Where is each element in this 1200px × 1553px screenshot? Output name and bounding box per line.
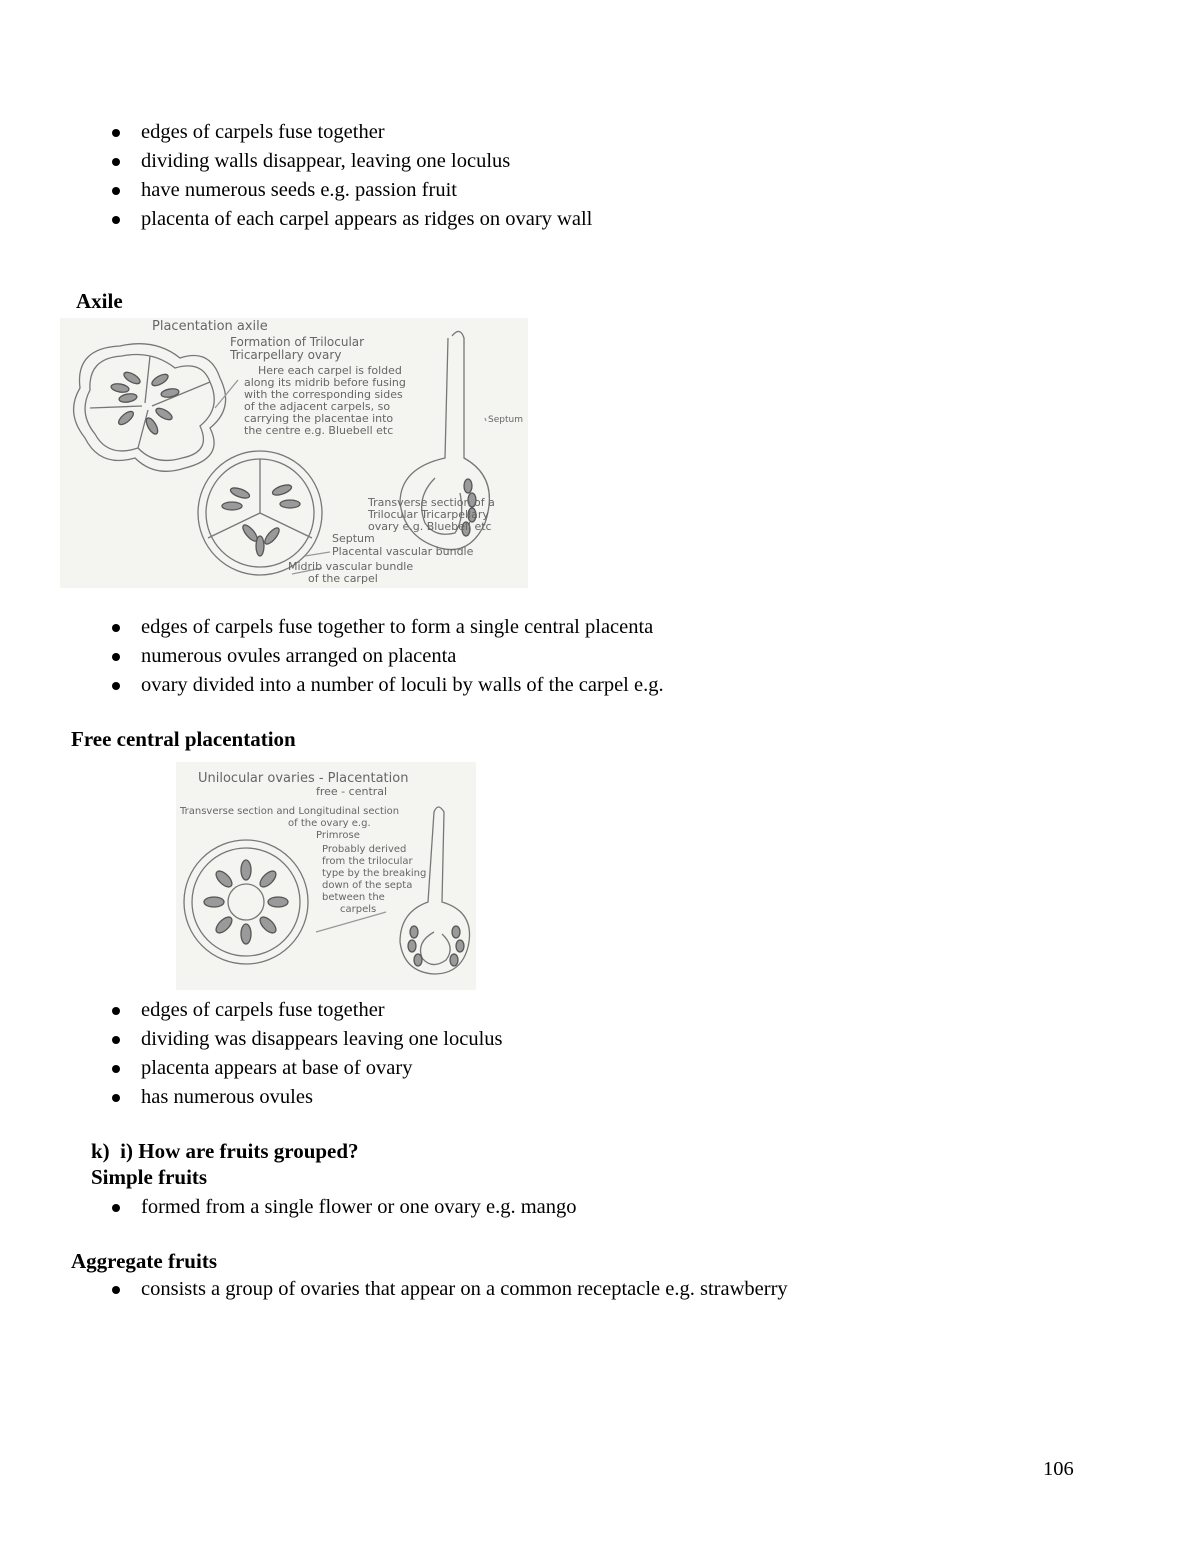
bullet-icon: [112, 624, 120, 632]
list-item: edges of carpels fuse together: [100, 118, 592, 147]
figure-label-septum: Septum: [488, 415, 523, 425]
list-item: has numerous ovules: [100, 1083, 503, 1112]
list-item: numerous ovules arranged on placenta: [100, 642, 664, 671]
bullet-icon: [112, 1204, 120, 1212]
figure-note-line: of the adjacent carpels, so: [244, 400, 391, 413]
figure-label-subtitle-1: Formation of Trilocular: [230, 335, 365, 349]
figure-label-title: Unilocular ovaries - Placentation: [198, 771, 409, 786]
figure-note-line: carpels: [340, 904, 377, 915]
list-item: placenta appears at base of ovary: [100, 1054, 503, 1083]
figure-note-line: Here each carpel is folded: [258, 364, 402, 377]
figure-note-line: the centre e.g. Bluebell etc: [244, 424, 394, 437]
figure-ts-line: Transverse section of a: [368, 496, 495, 509]
bullet-icon: [112, 1094, 120, 1102]
bullet-icon: [112, 1065, 120, 1073]
unilocular-ovary-ts-diagram: [184, 840, 308, 964]
list-item: placenta of each carpel appears as ridges on ovary wall: [100, 205, 592, 234]
free-central-heading: Free central placentation: [71, 727, 296, 751]
figure-note-line: between the: [322, 892, 385, 903]
figure-label-midrib-bundle: of the carpel: [308, 572, 378, 585]
simple-fruits-heading: Simple fruits: [91, 1165, 208, 1189]
list-item: edges of carpels fuse together to form a single central placenta: [100, 613, 664, 642]
figure-ts-line: ovary e.g. Bluebell etc: [368, 520, 492, 533]
figure-label-line: of the ovary e.g.: [288, 818, 371, 829]
bullet-icon: [112, 682, 120, 690]
figure-label-line: Transverse section and Longitudinal section: [180, 806, 400, 817]
list-item: edges of carpels fuse together: [100, 996, 503, 1025]
axile-heading: Axile: [76, 289, 123, 313]
list-item: dividing was disappears leaving one loculus: [100, 1025, 503, 1054]
list-item: have numerous seeds e.g. passion fruit: [100, 176, 592, 205]
figure-ts-line: Trilocular Tricarpellary: [368, 508, 489, 521]
figure-note-line: along its midrib before fusing: [244, 376, 406, 389]
bullet-icon: [112, 187, 120, 195]
figure-label-placental-bundle: Placental vascular bundle: [332, 545, 474, 558]
trilocular-ovary-top-diagram: [74, 344, 226, 472]
list-item: ovary divided into a number of loculi by walls of the carpel e.g.: [100, 671, 664, 700]
figure-label-line: Primrose: [316, 830, 360, 841]
figure-note-line: Probably derived: [322, 844, 407, 855]
free-central-bullet-list: [100, 996, 503, 1112]
figure-note-line: carrying the placentae into: [244, 412, 394, 425]
list-item: formed from a single flower or one ovary e.g. mango: [100, 1193, 577, 1222]
aggregate-fruits-heading: Aggregate fruits: [71, 1249, 217, 1273]
list-item: dividing walls disappear, leaving one loculus: [100, 147, 592, 176]
bullet-icon: [112, 1036, 120, 1044]
trilocular-ovary-bottom-diagram: [198, 451, 322, 575]
figure-label-title: Placentation axile: [152, 319, 268, 334]
figure-label-subtitle-2: Tricarpellary ovary: [230, 348, 342, 362]
placentation-bullet-list: [100, 118, 592, 234]
bullet-icon: [112, 1007, 120, 1015]
figure-note-line: type by the breaking: [322, 868, 427, 879]
bullet-icon: [112, 216, 120, 224]
figure-label-subtitle: free - central: [316, 785, 388, 798]
figure-note-line: with the corresponding sides: [244, 388, 403, 401]
fruits-question-heading: k) i) How are fruits grouped?: [91, 1139, 359, 1163]
list-item: consists a group of ovaries that appear on a common receptacle e.g. strawberry: [100, 1275, 788, 1304]
bullet-icon: [112, 158, 120, 166]
figure-label-midrib-bundle: Midrib vascular bundle: [288, 560, 414, 573]
bullet-icon: [112, 129, 120, 137]
aggregate-fruits-bullet-list: [100, 1275, 788, 1304]
bullet-icon: [112, 1286, 120, 1294]
figure-note-line: from the trilocular: [322, 856, 413, 867]
free-central-placentation-figure: [176, 762, 476, 990]
bullet-icon: [112, 653, 120, 661]
figure-note-line: down of the septa: [322, 880, 413, 891]
figure-label-septum-2: Septum: [332, 532, 375, 545]
axile-bullet-list: [100, 613, 664, 700]
axile-placentation-figure: [60, 318, 528, 588]
simple-fruits-bullet-list: [100, 1193, 577, 1222]
page-number: 106: [1043, 1458, 1074, 1480]
